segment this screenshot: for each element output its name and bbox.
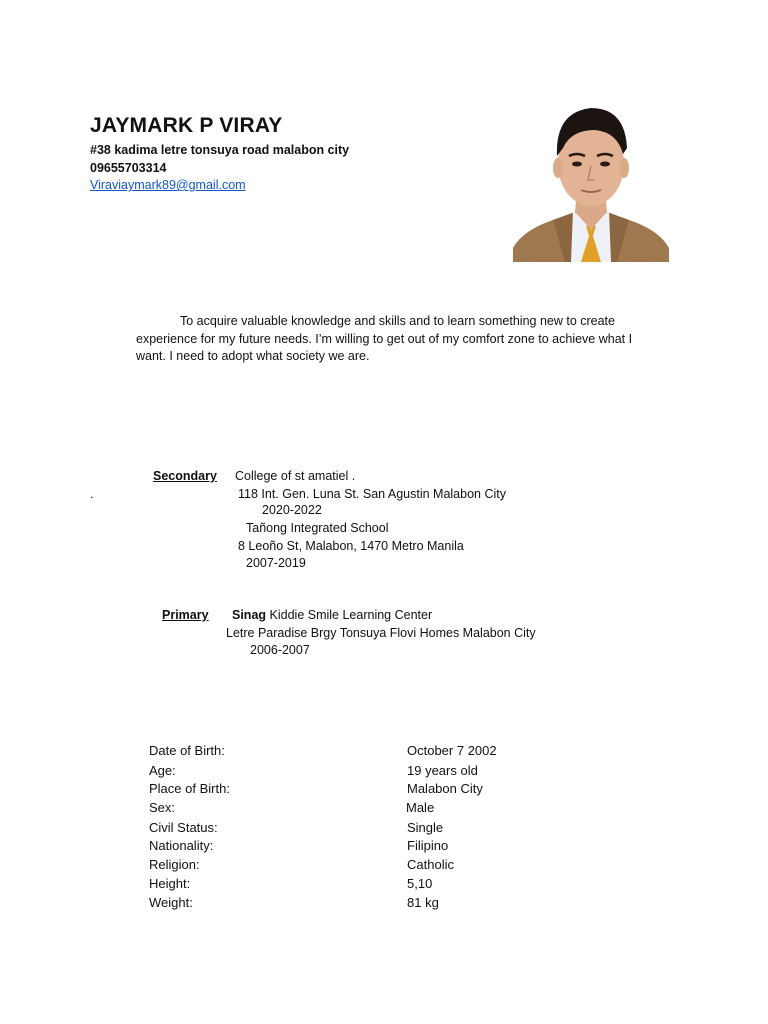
primary-address: Letre Paradise Brgy Tonsuya Flovi Homes Malabon City [226,626,536,640]
secondary-years-2: 2007-2019 [246,556,306,570]
phone: 09655703314 [90,161,167,175]
applicant-name: JAYMARK P VIRAY [90,114,283,137]
info-value: October 7 2002 [407,743,497,758]
secondary-school-1: College of st amatiel . [235,469,356,483]
secondary-address-2: 8 Leoño St, Malabon, 1470 Metro Manila [238,539,464,553]
stray-dot: . [90,487,94,501]
info-label: Civil Status: [149,820,218,835]
info-value: Filipino [407,838,449,853]
info-label: Place of Birth: [149,781,230,796]
primary-years: 2006-2007 [250,643,310,657]
info-label: Nationality: [149,838,214,853]
primary-school: Sinag Kiddie Smile Learning Center [232,608,433,622]
info-label: Height: [149,876,191,891]
info-value: Catholic [407,857,454,872]
secondary-label: Secondary [153,469,217,483]
info-value: Malabon City [407,781,483,796]
info-value: Single [407,820,444,835]
info-label: Date of Birth: [149,743,225,758]
info-value: 81 kg [407,895,439,910]
secondary-school-2: Tañong Integrated School [246,521,389,535]
profile-photo [513,98,669,262]
primary-label: Primary [162,608,209,622]
info-label: Weight: [149,895,193,910]
address: #38 kadima letre tonsuya road malabon city [90,143,350,157]
secondary-years-1: 2020-2022 [262,503,322,517]
career-objective: To acquire valuable knowledge and skills and to learn something new to create experience for my future needs. I’m willing to get out of my comfort zone to achieve what I want. I need to adopt what society we are. [136,314,633,363]
info-value: 19 years old [407,763,478,778]
email-link[interactable]: Viraviaymark89@gmail.com [90,178,246,192]
info-label: Age: [149,763,176,778]
info-value: Male [406,800,435,815]
info-label: Religion: [149,857,200,872]
secondary-address-1: 118 Int. Gen. Luna St. San Agustin Malabon City [238,487,506,501]
info-label: Sex: [149,800,176,815]
info-value: 5,10 [407,876,433,891]
